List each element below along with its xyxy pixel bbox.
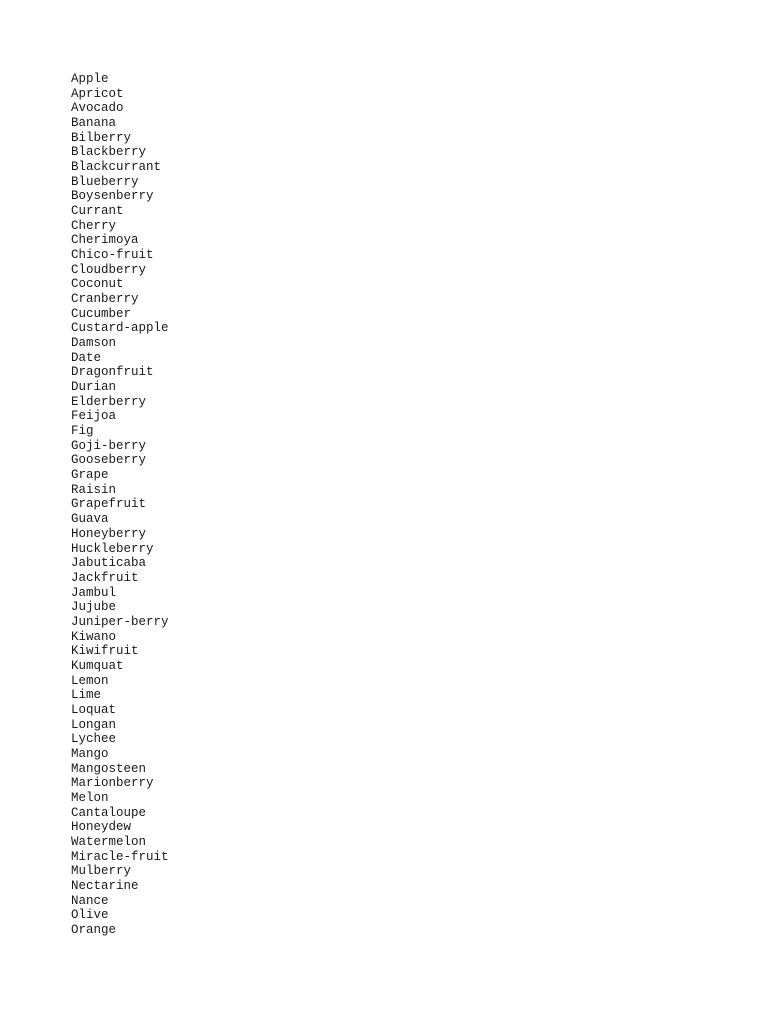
fruit-list-item: Chico-fruit — [71, 248, 154, 263]
fruit-list-item: Marionberry — [71, 776, 154, 791]
fruit-list-item: Huckleberry — [71, 541, 154, 556]
fruit-list-item: Durian — [71, 380, 117, 395]
fruit-list-item: Lychee — [71, 732, 117, 747]
fruit-list-item: Juniper-berry — [71, 614, 169, 629]
fruit-list-item: Goji-berry — [71, 438, 147, 453]
fruit-list-item: Jambul — [71, 585, 117, 600]
fruit-list-item: Lime — [71, 688, 102, 703]
fruit-list-item: Banana — [71, 116, 117, 131]
fruit-list-item: Honeydew — [71, 820, 132, 835]
fruit-list-item: Currant — [71, 204, 124, 219]
fruit-list-item: Orange — [71, 922, 117, 937]
fruit-list-item: Date — [71, 350, 102, 365]
fruit-list-item: Raisin — [71, 482, 117, 497]
fruit-list-item: Lemon — [71, 673, 109, 688]
fruit-list-item: Grape — [71, 468, 109, 483]
fruit-list-item: Cherry — [71, 218, 117, 233]
fruit-list-item: Damson — [71, 336, 117, 351]
fruit-list-item: Jujube — [71, 600, 117, 615]
fruit-list-item: Cantaloupe — [71, 805, 147, 820]
fruit-list-item: Apricot — [71, 86, 124, 101]
fruit-list-item: Coconut — [71, 277, 124, 292]
fruit-list-item: Nectarine — [71, 878, 139, 893]
fruit-list-item: Cucumber — [71, 306, 132, 321]
fruit-list-item: Apple — [71, 72, 109, 86]
fruit-list-item: Olive — [71, 908, 109, 923]
fruit-list-item: Cranberry — [71, 292, 139, 307]
fruit-list-item: Nance — [71, 893, 109, 908]
fruit-list-item: Kumquat — [71, 658, 124, 673]
fruit-list-item: Miracle-fruit — [71, 849, 169, 864]
fruit-list-item: Blackcurrant — [71, 160, 162, 175]
fruit-list-item: Kiwifruit — [71, 644, 139, 659]
fruit-list-item: Guava — [71, 512, 109, 527]
fruit-list-item: Avocado — [71, 101, 124, 116]
fruit-list-item: Jackfruit — [71, 570, 139, 585]
fruit-list-item: Kiwano — [71, 629, 117, 644]
fruit-list-item: Blackberry — [71, 145, 147, 160]
fruit-list-item: Honeyberry — [71, 526, 147, 541]
fruit-list-item: Bilberry — [71, 130, 132, 145]
fruit-list-item: Grapefruit — [71, 497, 147, 512]
fruit-list-item: Cloudberry — [71, 262, 147, 277]
fruit-list-item: Custard-apple — [71, 321, 169, 336]
fruit-list-item: Cherimoya — [71, 233, 139, 248]
fruit-list-item: Fig — [71, 424, 94, 439]
fruit-list-item: Mangosteen — [71, 761, 147, 776]
fruit-list-item: Longan — [71, 717, 117, 732]
fruit-list-item: Dragonfruit — [71, 365, 154, 380]
fruit-list-item: Blueberry — [71, 174, 139, 189]
fruit-list-item: Feijoa — [71, 409, 117, 424]
fruit-list — [71, 72, 169, 938]
fruit-list-item: Mulberry — [71, 864, 132, 879]
fruit-list-item: Watermelon — [71, 834, 147, 849]
fruit-list-item: Gooseberry — [71, 453, 147, 468]
fruit-list-item: Melon — [71, 790, 109, 805]
fruit-list-item: Boysenberry — [71, 189, 154, 204]
fruit-list-item: Mango — [71, 746, 109, 761]
fruit-list-item: Elderberry — [71, 394, 147, 409]
fruit-list-item: Jabuticaba — [71, 556, 147, 571]
fruit-list-item: Loquat — [71, 702, 117, 717]
